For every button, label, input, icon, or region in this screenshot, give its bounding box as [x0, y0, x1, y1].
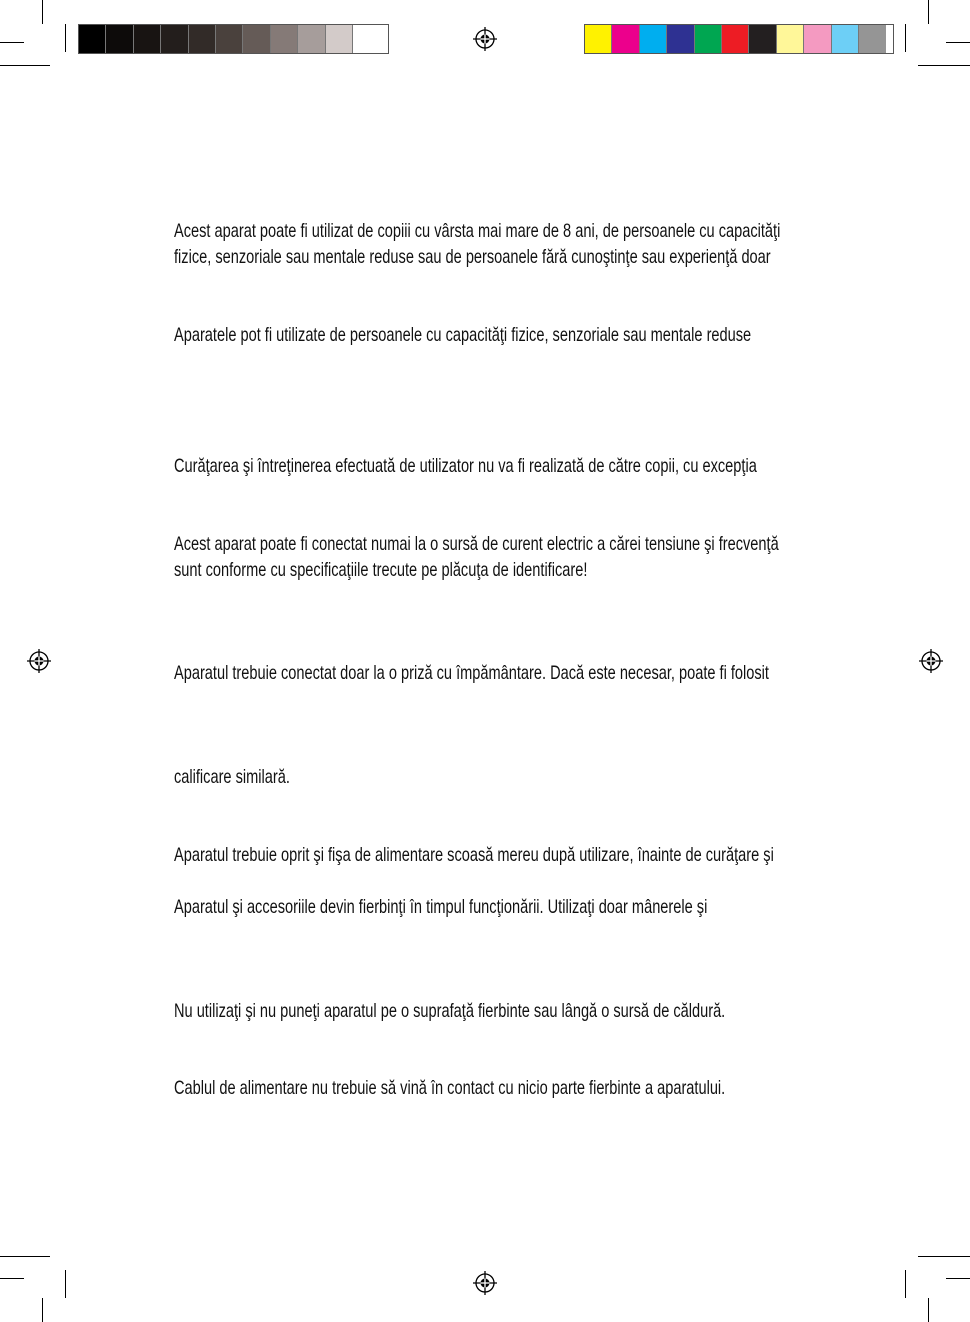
crop-mark [928, 0, 929, 24]
color-swatch [326, 25, 353, 53]
color-swatch [353, 25, 380, 53]
crop-mark [0, 42, 24, 43]
color-swatch [777, 25, 804, 53]
paragraph-line: sunt conforme cu specificaţiile trecute pe plăcuţa de identificare! [174, 560, 588, 581]
crop-mark [918, 65, 970, 66]
color-swatch [749, 25, 776, 53]
grayscale-color-bar [78, 24, 389, 54]
crop-mark [0, 65, 50, 66]
crop-mark [0, 1278, 24, 1279]
crop-mark [65, 1270, 66, 1298]
safety-paragraph [174, 661, 769, 687]
registration-mark-icon [473, 27, 497, 51]
safety-paragraph [174, 1076, 725, 1102]
crop-mark [928, 1298, 929, 1322]
color-swatch [271, 25, 298, 53]
crop-mark [0, 1256, 50, 1257]
color-swatch [859, 25, 886, 53]
paragraph-line: Aparatul trebuie oprit şi fişa de alimentare scoasă mereu după utilizare, înainte de curăţare şi [174, 845, 774, 866]
crop-mark [918, 1256, 970, 1257]
crop-mark [905, 1270, 906, 1298]
color-swatch [298, 25, 325, 53]
paragraph-line: Aparatul şi accesoriile devin fierbinţi în timpul funcţionării. Utilizaţi doar mânerele şi [174, 897, 708, 918]
color-swatch [804, 25, 831, 53]
color-swatch [832, 25, 859, 53]
paragraph-line: Aparatele pot fi utilizate de persoanele cu capacităţi fizice, senzoriale sau mentale reduse [174, 325, 752, 346]
registration-mark-icon [919, 649, 943, 673]
crop-mark [905, 24, 906, 52]
registration-mark-icon [473, 1271, 497, 1295]
color-swatch [79, 25, 106, 53]
safety-paragraph [174, 454, 757, 480]
color-swatch [243, 25, 270, 53]
color-swatch [585, 25, 612, 53]
crop-mark [65, 24, 66, 52]
crop-mark [42, 0, 43, 24]
color-swatch [612, 25, 639, 53]
safety-paragraph [174, 765, 290, 791]
safety-paragraph [174, 219, 780, 271]
safety-paragraph [174, 532, 779, 584]
paragraph-line: Nu utilizaţi şi nu puneţi aparatul pe o suprafaţă fierbinte sau lângă o sursă de căldură. [174, 1001, 726, 1022]
color-swatch [161, 25, 188, 53]
paragraph-line: fizice, senzoriale sau mentale reduse sau de persoanele fără cunoştinţe sau experienţă doar [174, 247, 771, 268]
paragraph-line: Aparatul trebuie conectat doar la o priză cu împământare. Dacă este necesar, poate fi folosit [174, 663, 769, 684]
safety-paragraph [174, 843, 774, 869]
safety-paragraph [174, 895, 707, 921]
color-swatch [695, 25, 722, 53]
paragraph-line: calificare similară. [174, 767, 290, 788]
crop-mark [946, 1278, 970, 1279]
safety-paragraph [174, 323, 751, 349]
paragraph-line: Acest aparat poate fi utilizat de copiii cu vârsta mai mare de 8 ani, de persoanele cu capacităţi [174, 221, 781, 242]
color-swatch [640, 25, 667, 53]
paragraph-line: Acest aparat poate fi conectat numai la o sursă de curent electric a cărei tensiune şi frecvenţă [174, 534, 779, 555]
process-color-bar [584, 24, 894, 54]
color-swatch [106, 25, 133, 53]
safety-paragraph [174, 999, 725, 1025]
color-swatch [667, 25, 694, 53]
paragraph-line: Curăţarea şi întreţinerea efectuată de utilizator nu va fi realizată de către copii, cu excepţia [174, 456, 757, 477]
color-swatch [216, 25, 243, 53]
paragraph-line: Cablul de alimentare nu trebuie să vină în contact cu nicio parte fierbinte a aparatului. [174, 1078, 726, 1099]
registration-mark-icon [27, 649, 51, 673]
color-swatch [189, 25, 216, 53]
color-swatch [722, 25, 749, 53]
color-swatch [134, 25, 161, 53]
crop-mark [946, 42, 970, 43]
crop-mark [42, 1298, 43, 1322]
